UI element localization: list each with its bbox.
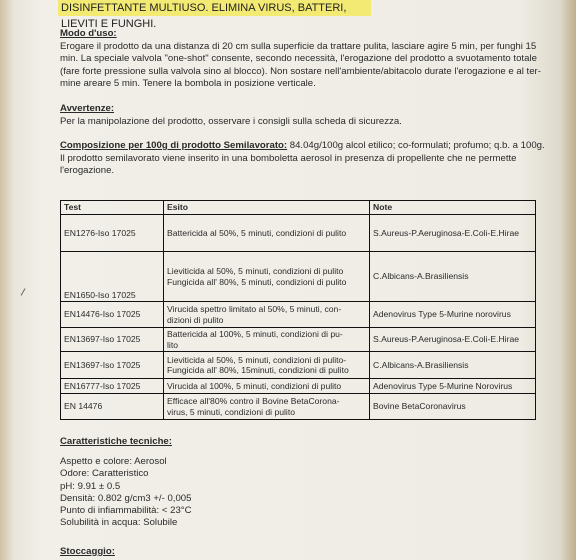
table-row	[61, 352, 536, 379]
caratteristiche-list	[60, 456, 192, 530]
header-note: Note	[370, 201, 536, 215]
cell-note: C.Albicans-A.Brasiliensis	[370, 352, 536, 379]
esito-line: Virucida spettro limitato al 50%, 5 minuti, con-	[167, 304, 342, 314]
cell-esito	[164, 252, 370, 302]
cell-test: EN 14476	[61, 394, 164, 420]
cell-test: EN13697-Iso 17025	[61, 328, 164, 352]
esito-line: virus, 5 minuti, condizioni di pulito	[167, 406, 296, 417]
esito-line: Efficace all'80% contro il Bovine BetaCorona-	[167, 396, 340, 406]
table-row	[61, 302, 536, 328]
cell-esito	[164, 394, 370, 420]
stoccaggio-title: Stoccaggio:	[60, 546, 115, 557]
modo-uso-line: mine areare 5 min. Tenere la bombola in posizione verticale.	[60, 78, 316, 89]
cell-test: EN13697-Iso 17025	[61, 352, 164, 379]
cell-test: EN1650-Iso 17025	[61, 252, 164, 302]
test-table	[60, 200, 536, 420]
table-row	[61, 328, 536, 352]
header-test: Test	[61, 201, 164, 215]
esito-line: Lieviticida al 50%, 5 minuti, condizioni di pulito-	[167, 354, 347, 365]
esito-line: lito	[167, 339, 178, 350]
header-highlight: DISINFETTANTE MULTIUSO. ELIMINA VIRUS, BATTERI, LIEVITI E FUNGHI.	[58, 0, 371, 16]
spec-line: Odore: Caratteristico	[60, 468, 149, 480]
composizione-line2: Il prodotto semilavorato viene inserito in una bomboletta aerosol in presenza di propellente che ne permette	[60, 152, 517, 164]
esito-line: Battericida al 50%, 5 minuti, condizioni di pulito	[167, 227, 347, 238]
esito-line: Lieviticida al 50%, 5 minuti, condizioni di pulito	[167, 266, 344, 276]
esito-line: Fungicida all' 80%, 15minuti, condizioni di pulito	[167, 365, 349, 375]
cell-test: EN14476-Iso 17025	[61, 302, 164, 328]
composizione-title: Composizione per 100g di prodotto Semilavorato:	[60, 140, 288, 151]
cell-esito	[164, 328, 370, 352]
cell-note: Adenovirus Type 5-Murine Norovirus	[370, 379, 536, 394]
esito-line: dizioni di pulito	[167, 314, 224, 325]
header-esito: Esito	[164, 201, 370, 215]
cell-esito	[164, 215, 370, 252]
composizione-line3: l'erogazione.	[60, 165, 115, 176]
cell-note: Adenovirus Type 5-Murine norovirus	[370, 302, 536, 328]
table-row	[61, 394, 536, 420]
esito-line: Battericida al 100%, 5 minuti, condizioni di pu-	[167, 329, 343, 339]
cell-test: EN1276-Iso 17025	[61, 215, 164, 252]
composizione-line1	[60, 140, 545, 153]
cell-test: EN16777-Iso 17025	[61, 379, 164, 394]
table-row	[61, 252, 536, 302]
esito-line: Virucida al 100%, 5 minuti, condizioni di pulito	[167, 380, 342, 391]
spec-line: Solubilità in acqua: Solubile	[60, 517, 178, 529]
spec-line: Punto di infiammabilità: < 23°C	[60, 505, 192, 517]
stoccaggio-section	[60, 546, 115, 559]
avvertenze-text: Per la manipolazione del prodotto, osservare i consigli sulla scheda di sicurezza.	[60, 115, 402, 127]
composizione-section	[60, 140, 545, 178]
table-row	[61, 215, 536, 252]
cell-esito	[164, 379, 370, 394]
table-header-row	[61, 201, 536, 215]
cell-note: S.Aureus-P.Aeruginosa-E.Coli-E.Hirae	[370, 328, 536, 352]
modo-uso-line: min. La speciale valvola "one-shot" consente, secondo necessità, l'erogazione del prodotto a svuotamento totale	[60, 53, 537, 64]
cell-esito	[164, 302, 370, 328]
composizione-line1-rest: 84.04g/100g alcol etilico; co-formulati; profumo; q.b. a 100g.	[287, 140, 545, 151]
esito-line: Fungicida all' 80%, 5 minuti, condizioni di pulito	[167, 276, 347, 287]
modo-uso-title: Modo d'uso:	[60, 28, 117, 39]
pen-mark	[21, 288, 33, 299]
modo-uso-section	[60, 28, 541, 91]
cell-esito	[164, 352, 370, 379]
spec-line: Aspetto e colore: Aerosol	[60, 456, 167, 467]
table-row	[61, 379, 536, 394]
modo-uso-line: (fare forte pressione sulla valvola sino al blocco). Non sostare nell'ambiente/abitacolo durate l'erogazione e al ter-	[60, 65, 541, 77]
avvertenze-section	[60, 103, 402, 128]
modo-uso-line: Erogare il prodotto da una distanza di 20 cm sulla superficie da trattare pulita, lasciare agire 5 min, per funghi 15	[60, 40, 537, 52]
cell-note: S.Aureus-P.Aeruginosa-E.Coli-E.Hirae	[370, 215, 536, 252]
cell-note: C.Albicans-A.Brasiliensis	[370, 252, 536, 302]
caratteristiche-title: Caratteristiche tecniche:	[60, 436, 172, 447]
caratteristiche-title-block	[60, 436, 172, 449]
avvertenze-title: Avvertenze:	[60, 103, 115, 114]
cell-note: Bovine BetaCoronavirus	[370, 394, 536, 420]
spec-line: pH: 9.91 ± 0.5	[60, 480, 121, 492]
spec-line: Densità: 0.802 g/cm3 +/- 0,005	[60, 492, 192, 504]
